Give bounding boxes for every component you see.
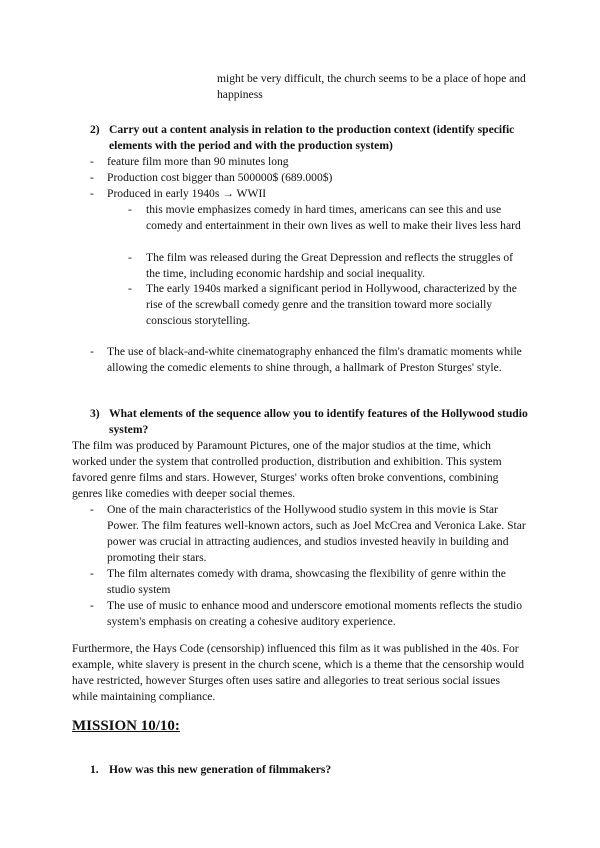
list-item <box>90 344 530 376</box>
list-item-text: One of the main characteristics of the Hollywood studio system in this movie is Star Power. The film features well-known actors, such as Joel McCrea and Veronica Lake. Star power was crucial in attracting audiences, and studios invested heavily in building and promoting their stars. <box>107 503 526 564</box>
mission-heading: MISSION 10/10: <box>72 718 180 734</box>
bullet-dash: - <box>90 599 94 612</box>
bullet-dash: - <box>90 171 94 184</box>
list-item <box>90 566 530 598</box>
mission-question-1-number: 1. <box>90 763 99 776</box>
list-item-text: The film alternates comedy with drama, showcasing the flexibility of genre within the studio system <box>107 567 506 596</box>
list-item <box>90 186 530 202</box>
list-item <box>90 598 530 630</box>
list-item-text: The use of music to enhance mood and underscore emotional moments reflects the studio system's emphasis on creating a cohesive auditory experience. <box>107 599 523 628</box>
list-item-text: Produced in early 1940s → WWII <box>107 187 267 200</box>
mission-question-1-text: How was this new generation of filmmakers? <box>109 763 332 776</box>
bullet-dash: - <box>90 345 94 358</box>
bullet-dash: - <box>90 567 94 580</box>
question-3-paragraph: The film was produced by Paramount Pictures, one of the major studios at the time, which worked under the system that controlled production, distribution and exhibition. This system favored genre films and stars. However, Sturges' works often broke conventions, combining genres like comedies with deeper social themes. <box>72 439 502 500</box>
list-item-text: The use of black-and-white cinematography enhanced the film's dramatic moments while allowing the comedic elements to shine through, a hallmark of Preston Sturges' style. <box>107 345 522 374</box>
question-2 <box>90 122 530 154</box>
sub-list-item <box>128 202 528 234</box>
bullet-dash: - <box>128 203 132 216</box>
list-item <box>90 170 530 186</box>
closing-paragraph: Furthermore, the Hays Code (censorship) influenced this film as it was published in the 40s. For example, white slavery is present in the church scene, which is a theme that the censorship would have restricted, however Sturges often uses satire and allegories to treat serious social issues while maintaining compliance. <box>72 642 525 703</box>
bullet-dash: - <box>90 503 94 516</box>
list-item <box>90 502 530 566</box>
bullet-dash: - <box>90 155 94 168</box>
sub-list-item <box>128 281 528 329</box>
question-3 <box>90 406 530 438</box>
list-item <box>90 154 530 170</box>
sub-list-item-text: The film was released during the Great Depression and reflects the struggles of the time, including economic hardship and social inequality. <box>146 251 514 280</box>
sub-list-item-text: this movie emphasizes comedy in hard times, americans can see this and use comedy and entertainment in their own lives as well to make their lives less hard <box>146 203 521 232</box>
sub-list-item <box>128 250 528 282</box>
continuation-text: might be very difficult, the church seems to be a place of hope and happiness <box>217 72 526 101</box>
question-3-text: What elements of the sequence allow you to identify features of the Hollywood studio system? <box>109 407 528 436</box>
bullet-dash: - <box>128 251 132 264</box>
question-3-number: 3) <box>90 407 100 420</box>
list-item-text: feature film more than 90 minutes long <box>107 155 289 168</box>
bullet-dash: - <box>90 187 94 200</box>
question-2-text: Carry out a content analysis in relation to the production context (identify specific elements with the period and with the production system) <box>109 123 515 152</box>
list-item-text: Production cost bigger than 500000$ (689.000$) <box>107 171 333 184</box>
bullet-dash: - <box>128 282 132 295</box>
mission-question-1 <box>90 762 331 778</box>
question-2-number: 2) <box>90 123 100 136</box>
sub-list-item-text: The early 1940s marked a significant period in Hollywood, characterized by the rise of the screwball comedy genre and the transition toward more socially conscious storytelling. <box>146 282 517 327</box>
